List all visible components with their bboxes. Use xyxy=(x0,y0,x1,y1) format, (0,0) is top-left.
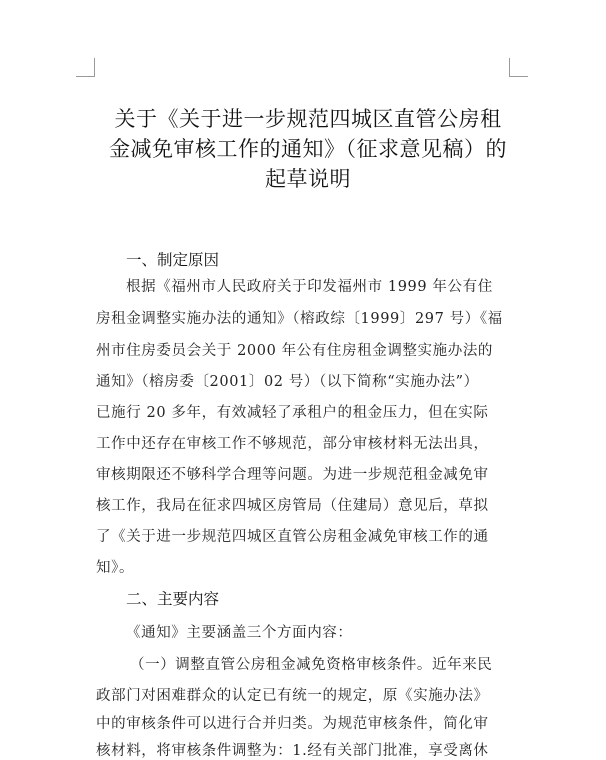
paragraph-line: 《通知》主要涵盖三个方面内容： xyxy=(126,625,353,641)
document-title xyxy=(90,104,526,194)
paragraph-line: 中的审核条件可以进行合并归类。为规范审核条件，简化审 xyxy=(96,716,489,732)
title-line-2: 金减免审核工作的通知》（征求意见稿）的 xyxy=(109,137,507,161)
title-line-3: 起草说明 xyxy=(265,167,351,191)
crop-mark-top-left xyxy=(76,58,95,77)
section-heading-content: 二、主要内容 xyxy=(126,590,220,608)
paragraph-line: 了《关于进一步规范四城区直管公房租金减免审核工作的通 xyxy=(96,529,489,545)
paragraph-line: 已施行 20 多年，有效减轻了承租户的租金压力，但在实际 xyxy=(96,405,489,421)
paragraph-line: 通知》（榕房委〔2001〕02 号）（以下简称“实施办法”） xyxy=(96,374,479,390)
section-heading-reason: 一、制定原因 xyxy=(126,251,220,269)
title-line-1: 关于《关于进一步规范四城区直管公房租 xyxy=(114,107,502,131)
paragraph-line: 核材料，将审核条件调整为：1.经有关部门批准，享受离休 xyxy=(96,743,489,759)
paragraph-line: 知》。 xyxy=(96,560,135,576)
paragraph-line: 工作中还存在审核工作不够规范，部分审核材料无法出具， xyxy=(96,436,489,452)
paragraph-line: 审核期限还不够科学合理等问题。为进一步规范租金减免审 xyxy=(96,467,489,483)
paragraph-line: 州市住房委员会关于 2000 年公有住房租金调整实施办法的 xyxy=(96,343,494,359)
paragraph-line: （一）调整直管公房租金减免资格审核条件。近年来民 xyxy=(130,657,493,673)
paragraph-line: 核工作，我局在征求四城区房管局（住建局）意见后，草拟 xyxy=(96,498,489,514)
paragraph-line: 根据《福州市人民政府关于印发福州市 1999 年公有住 xyxy=(126,279,493,295)
paragraph-line: 房租金调整实施办法的通知》（榕政综〔1999〕297 号）《福 xyxy=(96,311,503,327)
paragraph-line: 政部门对困难群众的认定已有统一的规定，原《实施办法》 xyxy=(96,688,489,704)
crop-mark-top-right xyxy=(509,58,528,77)
